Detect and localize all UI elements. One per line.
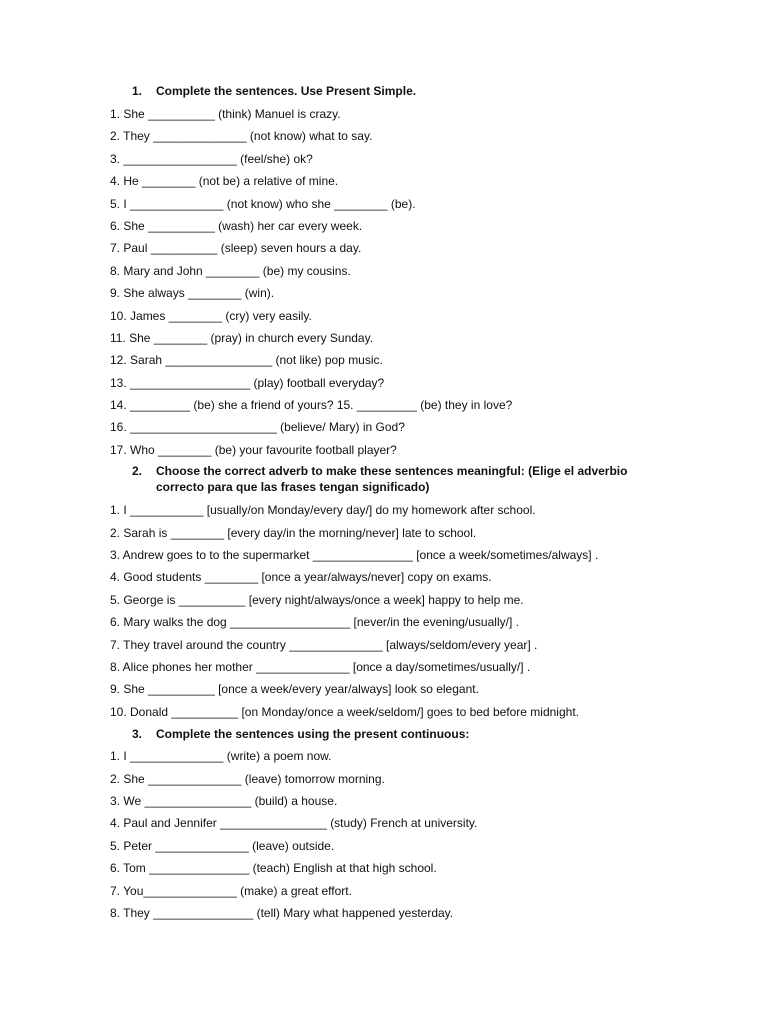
section-present-continuous xyxy=(110,726,670,924)
exercise-line: 6. She __________ (wash) her car every week. xyxy=(110,218,363,233)
exercise-line: 6. Tom _______________ (teach) English at that high school. xyxy=(110,861,437,876)
section-heading xyxy=(132,463,670,495)
exercise-line: 3. Andrew goes to to the supermarket _______________ [once a week/sometimes/always] . xyxy=(110,548,599,563)
exercise-line: 1. She __________ (think) Manuel is crazy. xyxy=(110,107,341,121)
exercise-line: 8. They _______________ (tell) Mary what happened yesterday. xyxy=(110,905,454,920)
exercise-line: 3. _________________ (feel/she) ok? xyxy=(110,151,313,166)
section-number: 3. xyxy=(132,727,143,742)
exercise-line: 7. You______________ (make) a great effort. xyxy=(110,883,352,898)
exercise-line: 6. Mary walks the dog __________________ [never/in the evening/usually/] . xyxy=(110,615,519,630)
section-title: Complete the sentences. Use Present Simple. xyxy=(156,84,417,98)
exercise-line: 3. We ________________ (build) a house. xyxy=(110,793,338,808)
exercise-line: 2. She ______________ (leave) tomorrow morning. xyxy=(110,771,385,786)
exercise-line: 16. ______________________ (believe/ Mary) in God? xyxy=(110,420,405,435)
worksheet-content xyxy=(110,83,670,924)
exercise-line: 7. Paul __________ (sleep) seven hours a day. xyxy=(110,241,362,256)
exercise-line: 4. Paul and Jennifer ________________ (study) French at university. xyxy=(110,816,478,831)
exercise-line: 11. She ________ (pray) in church every Sunday. xyxy=(110,330,374,345)
exercise-line: 8. Mary and John ________ (be) my cousins. xyxy=(110,263,351,278)
exercise-line: 2. They ______________ (not know) what to say. xyxy=(110,129,373,144)
section-title: Complete the sentences using the present continuous: xyxy=(156,727,470,742)
section-adverbs xyxy=(110,463,670,723)
exercise-line: 7. They travel around the country ______________ [always/seldom/every year] . xyxy=(110,637,538,652)
exercise-line: 9. She always ________ (win). xyxy=(110,286,275,301)
exercise-line: 2. Sarah is ________ [every day/in the morning/never] late to school. xyxy=(110,525,477,540)
exercise-line: 12. Sarah ________________ (not like) pop music. xyxy=(110,353,383,368)
exercise-line: 10. James ________ (cry) very easily. xyxy=(110,308,312,323)
exercise-line: 5. I ______________ (not know) who she ________ (be). xyxy=(110,196,416,211)
section-heading xyxy=(132,83,670,99)
exercise-line: 4. He ________ (not be) a relative of mine. xyxy=(110,174,339,189)
exercise-line: 17. Who ________ (be) your favourite football player? xyxy=(110,442,397,457)
exercise-line: 9. She __________ [once a week/every year/always] look so elegant. xyxy=(110,682,479,697)
section-heading xyxy=(132,726,670,742)
exercise-line: 14. _________ (be) she a friend of yours? 15. _________ (be) they in love? xyxy=(110,398,513,413)
section-number: 1. xyxy=(132,84,143,98)
exercise-line: 5. Peter ______________ (leave) outside. xyxy=(110,838,335,853)
exercise-line: 10. Donald __________ [on Monday/once a week/seldom/] goes to bed before midnight. xyxy=(110,704,579,719)
section-title: Choose the correct adverb to make these sentences meaningful: (Elige el adverbio correcto para que las frases tengan significado) xyxy=(156,464,628,495)
section-present-simple xyxy=(110,83,670,461)
exercise-line: 4. Good students ________ [once a year/always/never] copy on exams. xyxy=(110,570,492,585)
exercise-line: 13. __________________ (play) football everyday? xyxy=(110,375,385,390)
section-number: 2. xyxy=(132,464,143,479)
exercise-line: 1. I ______________ (write) a poem now. xyxy=(110,749,332,764)
exercise-line: 1. I ___________ [usually/on Monday/every day/] do my homework after school. xyxy=(110,503,536,518)
exercise-line: 8. Alice phones her mother ______________ [once a day/sometimes/usually/] . xyxy=(110,659,531,674)
exercise-line: 5. George is __________ [every night/always/once a week] happy to help me. xyxy=(110,592,524,607)
